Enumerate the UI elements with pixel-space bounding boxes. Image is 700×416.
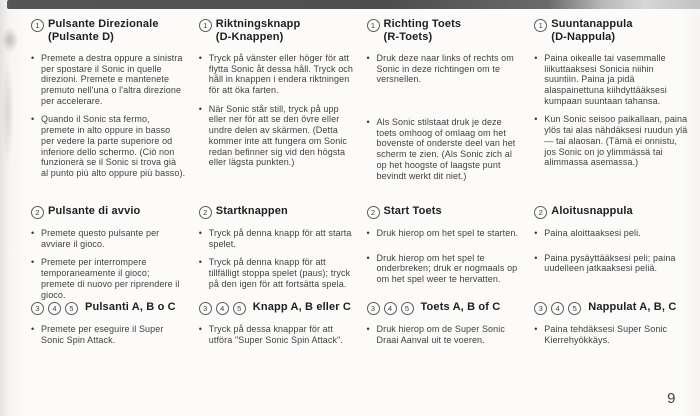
section-italian-start-button [31,205,186,301]
circled-5-icon: 5 [401,302,414,315]
section-subtitle: (D-Knappen) [215,30,284,43]
circled-5-icon: 5 [233,302,246,315]
bullet-item: • Druk hierop om het spel te onderbreken; druk er nogmaals op om het spel weer te hervatten. [367,253,522,285]
circled-4-icon: 4 [216,302,229,315]
section-dutch-start-button [367,205,522,301]
circled-3-icon: 3 [31,302,44,315]
bullet-item: • När Sonic står still, tryck på upp eller ner för att se den övre eller undre delen av skärmen. (Detta kommer inte att fungera om Sonic redan befinner sig vid den högsta eller lägsta punkten.) [199,104,354,168]
circled-5-icon: 5 [65,302,78,315]
scan-top-band [7,0,700,9]
section-title: Start Toets [383,205,442,217]
bullet-item: • Tryck på denna knapp för att tillfälligt stoppa spelet (paus); tryck på den igen för att fortsätta spela. [199,257,354,289]
bullet-item: • Premete per interrompere temporaneamente il gioco; premete di nuovo per riprendere il gioco. [31,257,186,300]
section-finnish-directional-button [534,18,689,205]
section-swedish-start-button [199,205,354,301]
section-subtitle: (D-Nappula) [551,30,616,43]
section-title: Richting Toets [383,18,462,30]
circled-3-icon: 3 [367,302,380,315]
section-title: Aloitusnappula [551,205,633,217]
section-heading [534,18,689,44]
section-title: Nappulat A, B, C [588,301,677,313]
section-heading [534,301,689,315]
circled-5-icon: 5 [568,302,581,315]
circled-1-icon: 1 [367,19,380,32]
section-heading [199,18,354,44]
section-finnish-abc-buttons [534,301,689,353]
scan-smudge [0,22,26,212]
bullet-item: • Premete a destra oppure a sinistra per spostare il Sonic in quelle direzioni. Premete e mantenete premuto nell'una o l'altra direzione per accelerare. [31,53,186,107]
section-heading [367,18,522,44]
section-swedish-directional-button [199,18,354,205]
section-title: Startknappen [215,205,288,217]
section-title: Knapp A, B eller C [252,301,352,313]
circled-3-icon: 3 [199,302,212,315]
circled-4-icon: 4 [48,302,61,315]
section-title: Pulsante Direzionale [48,18,159,30]
bullet-item: • Druk deze naar links of rechts om Sonic in deze richtingen om te versnellen. [367,53,522,85]
section-finnish-start-button [534,205,689,301]
section-title: Suuntanappula [551,18,633,30]
section-dutch-abc-buttons [367,301,522,353]
section-italian-abc-buttons [31,301,186,353]
section-title: Riktningsknapp [215,18,301,30]
circled-1-icon: 1 [534,19,547,32]
bullet-item: • Tryck på denna knapp för att starta spelet. [199,228,354,249]
bullet-item: • Tryck på dessa knappar för att utföra "Super Sonic Spin Attack". [199,324,354,345]
circled-1-icon: 1 [31,19,44,32]
section-heading [31,301,186,315]
section-heading [31,205,186,219]
circled-4-icon: 4 [384,302,397,315]
instructions-grid [31,18,689,353]
section-heading [367,205,522,219]
bullet-item: • Premete per eseguire il Super Sonic Spin Attack. [31,324,186,345]
section-title: Pulsante di avvio [48,205,141,217]
section-subtitle: (R-Toets) [383,30,433,43]
section-heading [367,301,522,315]
bullet-item: • Druk hierop om de Super Sonic Draai Aanval uit te voeren. [367,324,522,345]
section-title: Toets A, B of C [420,301,501,313]
bullet-item: • Kun Sonic seisoo paikallaan, paina ylös tai alas nähdäksesi ruudun ylä — tai alaosan. (Tämä ei onnistu, jos Sonic on jo ylimmässä tai alimmassa asemassa.) [534,114,689,168]
section-title: Pulsanti A, B o C [85,301,176,313]
section-heading [199,205,354,219]
section-subtitle: (Pulsante D) [48,30,114,43]
section-heading [534,205,689,219]
section-heading [199,301,354,315]
scan-left-edge-shadow [0,0,10,416]
page-number: 9 [667,390,676,407]
circled-2-icon: 2 [31,206,44,219]
section-italian-directional-button [31,18,186,205]
bullet-item: • Premete questo pulsante per avviare il gioco. [31,228,186,249]
bullet-item: • Paina oikealle tai vasemmalle liikuttaaksesi Sonicia niihin suuntiin. Paina ja pidä alaspainettuna kiihdyttääksesi kumpaan suuntaan tahansa. [534,53,689,107]
bullet-item: • Druk hierop om het spel te starten. [367,228,522,239]
bullet-item: • Paina aloittaaksesi peli. [534,228,689,239]
bullet-item: • Paina pysäyttääksesi peli; paina uudelleen jatkaaksesi peliä. [534,253,689,274]
bullet-item: • Paina tehdäksesi Super Sonic Kierrehyökkäys. [534,324,689,345]
bullet-item: • Als Sonic stilstaat druk je deze toets omhoog of omlaag om het bovenste of onderste deel van het scherm te zien. (Als Sonic zich al op het hoogste of laagste punt bevindt werkt dit niet.) [367,117,522,181]
circled-2-icon: 2 [367,206,380,219]
section-swedish-abc-buttons [199,301,354,353]
circled-1-icon: 1 [199,19,212,32]
circled-2-icon: 2 [199,206,212,219]
circled-4-icon: 4 [551,302,564,315]
section-heading [31,18,186,44]
circled-2-icon: 2 [534,206,547,219]
section-dutch-directional-button [367,18,522,205]
bullet-item: • Tryck på vänster eller höger för att flytta Sonic åt dessa håll. Tryck och håll in knappen i endera riktningen för att öka farten. [199,53,354,96]
circled-3-icon: 3 [534,302,547,315]
bullet-item: • Quando il Sonic sta fermo, premete in alto oppure in basso per vedere la parte superiore od inferiore dello schermo. (Ciò non funzionerà se il Sonic si trova già al punto più alto oppure più basso). [31,114,186,178]
